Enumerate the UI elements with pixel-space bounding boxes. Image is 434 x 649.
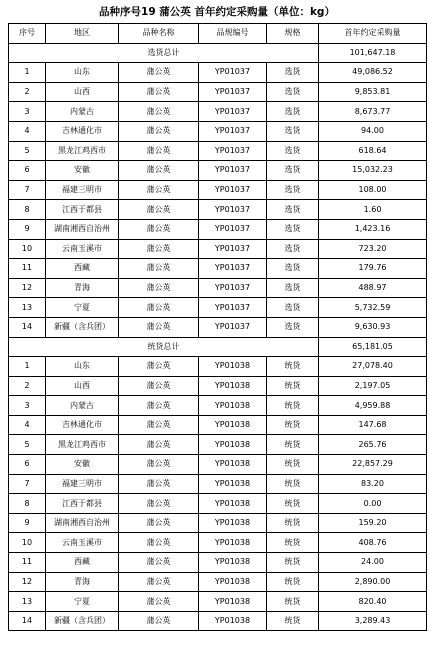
section-total-value: 65,181.05 (319, 337, 427, 357)
row-spec-code: YP01038 (199, 435, 267, 455)
row-number: 4 (9, 121, 46, 141)
row-grade: 选货 (267, 102, 319, 122)
row-region: 新疆（含兵团） (46, 317, 119, 337)
header-no: 序号 (9, 24, 46, 44)
row-variety-name: 蒲公英 (119, 357, 199, 377)
row-number: 10 (9, 239, 46, 259)
row-region: 内蒙古 (46, 102, 119, 122)
table-row (9, 317, 427, 337)
table-row (9, 553, 427, 573)
row-number: 2 (9, 376, 46, 396)
row-quantity: 3,289.43 (319, 611, 427, 631)
row-grade: 选货 (267, 239, 319, 259)
row-region: 黑龙江鸡西市 (46, 435, 119, 455)
row-region: 云南玉溪市 (46, 533, 119, 553)
row-spec-code: YP01037 (199, 82, 267, 102)
row-region: 山西 (46, 82, 119, 102)
table-row (9, 494, 427, 514)
table-row (9, 200, 427, 220)
row-variety-name: 蒲公英 (119, 278, 199, 298)
table-row (9, 63, 427, 83)
row-number: 12 (9, 572, 46, 592)
header-code: 品规编号 (199, 24, 267, 44)
row-variety-name: 蒲公英 (119, 180, 199, 200)
row-number: 5 (9, 435, 46, 455)
row-quantity: 2,890.00 (319, 572, 427, 592)
table-row (9, 219, 427, 239)
row-spec-code: YP01037 (199, 63, 267, 83)
row-spec-code: YP01038 (199, 455, 267, 475)
row-quantity: 820.40 (319, 592, 427, 612)
row-number: 13 (9, 298, 46, 318)
row-number: 8 (9, 200, 46, 220)
row-region: 宁夏 (46, 298, 119, 318)
row-variety-name: 蒲公英 (119, 513, 199, 533)
row-grade: 选货 (267, 161, 319, 181)
table-row (9, 82, 427, 102)
row-number: 1 (9, 357, 46, 377)
table-row (9, 102, 427, 122)
procurement-table (8, 23, 427, 631)
row-quantity: 488.97 (319, 278, 427, 298)
row-grade: 选货 (267, 141, 319, 161)
row-variety-name: 蒲公英 (119, 317, 199, 337)
row-region: 吉林通化市 (46, 121, 119, 141)
row-grade: 统货 (267, 415, 319, 435)
row-spec-code: YP01038 (199, 474, 267, 494)
table-row (9, 259, 427, 279)
table-row (9, 298, 427, 318)
row-variety-name: 蒲公英 (119, 200, 199, 220)
row-number: 6 (9, 161, 46, 181)
row-spec-code: YP01037 (199, 278, 267, 298)
row-region: 吉林通化市 (46, 415, 119, 435)
row-variety-name: 蒲公英 (119, 494, 199, 514)
row-grade: 选货 (267, 259, 319, 279)
row-variety-name: 蒲公英 (119, 455, 199, 475)
row-spec-code: YP01037 (199, 298, 267, 318)
row-spec-code: YP01038 (199, 494, 267, 514)
row-number: 2 (9, 82, 46, 102)
row-spec-code: YP01038 (199, 592, 267, 612)
row-variety-name: 蒲公英 (119, 298, 199, 318)
row-variety-name: 蒲公英 (119, 533, 199, 553)
row-spec-code: YP01037 (199, 200, 267, 220)
row-quantity: 0.00 (319, 494, 427, 514)
row-quantity: 147.68 (319, 415, 427, 435)
row-spec-code: YP01038 (199, 376, 267, 396)
row-region: 山东 (46, 357, 119, 377)
row-number: 7 (9, 474, 46, 494)
row-quantity: 159.20 (319, 513, 427, 533)
row-spec-code: YP01037 (199, 102, 267, 122)
row-region: 江西于都县 (46, 200, 119, 220)
row-region: 青海 (46, 278, 119, 298)
row-quantity: 618.64 (319, 141, 427, 161)
table-row (9, 357, 427, 377)
row-number: 8 (9, 494, 46, 514)
header-row (9, 24, 427, 44)
row-grade: 选货 (267, 317, 319, 337)
row-quantity: 8,673.77 (319, 102, 427, 122)
row-quantity: 49,086.52 (319, 63, 427, 83)
row-spec-code: YP01038 (199, 357, 267, 377)
row-variety-name: 蒲公英 (119, 161, 199, 181)
header-name: 品种名称 (119, 24, 199, 44)
row-spec-code: YP01037 (199, 239, 267, 259)
row-spec-code: YP01038 (199, 553, 267, 573)
row-number: 9 (9, 219, 46, 239)
row-quantity: 1,423.16 (319, 219, 427, 239)
table-row (9, 141, 427, 161)
row-spec-code: YP01037 (199, 121, 267, 141)
row-grade: 选货 (267, 219, 319, 239)
row-quantity: 4,959.88 (319, 396, 427, 416)
row-quantity: 2,197.05 (319, 376, 427, 396)
row-quantity: 5,732.59 (319, 298, 427, 318)
row-quantity: 723.20 (319, 239, 427, 259)
row-grade: 统货 (267, 494, 319, 514)
row-grade: 统货 (267, 357, 319, 377)
row-quantity: 22,857.29 (319, 455, 427, 475)
row-number: 13 (9, 592, 46, 612)
row-region: 福建三明市 (46, 474, 119, 494)
table-row (9, 572, 427, 592)
row-variety-name: 蒲公英 (119, 474, 199, 494)
row-quantity: 15,032.23 (319, 161, 427, 181)
row-quantity: 108.00 (319, 180, 427, 200)
table-row (9, 611, 427, 631)
table-row (9, 180, 427, 200)
table-row (9, 415, 427, 435)
row-region: 内蒙古 (46, 396, 119, 416)
row-number: 5 (9, 141, 46, 161)
row-grade: 选货 (267, 63, 319, 83)
row-quantity: 94.00 (319, 121, 427, 141)
table-row (9, 396, 427, 416)
row-number: 10 (9, 533, 46, 553)
row-region: 山东 (46, 63, 119, 83)
row-quantity: 27,078.40 (319, 357, 427, 377)
row-grade: 统货 (267, 455, 319, 475)
table-row (9, 592, 427, 612)
row-spec-code: YP01037 (199, 317, 267, 337)
table-body (9, 43, 427, 631)
row-variety-name: 蒲公英 (119, 435, 199, 455)
row-variety-name: 蒲公英 (119, 63, 199, 83)
row-region: 安徽 (46, 161, 119, 181)
row-region: 青海 (46, 572, 119, 592)
row-variety-name: 蒲公英 (119, 239, 199, 259)
section-total-label: 统货总计 (9, 337, 319, 357)
row-region: 安徽 (46, 455, 119, 475)
header-region: 地区 (46, 24, 119, 44)
row-number: 3 (9, 102, 46, 122)
row-number: 1 (9, 63, 46, 83)
row-quantity: 1.60 (319, 200, 427, 220)
row-grade: 选货 (267, 298, 319, 318)
row-spec-code: YP01038 (199, 611, 267, 631)
header-spec: 规格 (267, 24, 319, 44)
row-variety-name: 蒲公英 (119, 611, 199, 631)
row-variety-name: 蒲公英 (119, 141, 199, 161)
row-number: 3 (9, 396, 46, 416)
row-spec-code: YP01037 (199, 259, 267, 279)
row-number: 14 (9, 317, 46, 337)
section-total-value: 101,647.18 (319, 43, 427, 63)
row-spec-code: YP01038 (199, 513, 267, 533)
row-grade: 选货 (267, 278, 319, 298)
row-region: 湖南湘西自治州 (46, 219, 119, 239)
row-number: 6 (9, 455, 46, 475)
row-variety-name: 蒲公英 (119, 415, 199, 435)
row-number: 14 (9, 611, 46, 631)
table-row (9, 121, 427, 141)
table-row (9, 474, 427, 494)
row-spec-code: YP01038 (199, 533, 267, 553)
row-spec-code: YP01038 (199, 572, 267, 592)
row-variety-name: 蒲公英 (119, 553, 199, 573)
row-variety-name: 蒲公英 (119, 121, 199, 141)
row-region: 江西于都县 (46, 494, 119, 514)
row-region: 新疆（含兵团） (46, 611, 119, 631)
row-grade: 选货 (267, 200, 319, 220)
row-number: 11 (9, 259, 46, 279)
section-total-row (9, 337, 427, 357)
row-quantity: 9,630.93 (319, 317, 427, 337)
section-total-row (9, 43, 427, 63)
table-title: 品种序号19 蒲公英 首年约定采购量（单位：kg） (99, 6, 335, 18)
row-grade: 统货 (267, 376, 319, 396)
row-region: 云南玉溪市 (46, 239, 119, 259)
row-quantity: 265.76 (319, 435, 427, 455)
row-variety-name: 蒲公英 (119, 219, 199, 239)
row-grade: 统货 (267, 592, 319, 612)
row-quantity: 179.76 (319, 259, 427, 279)
table-row (9, 533, 427, 553)
row-quantity: 24.00 (319, 553, 427, 573)
row-region: 湖南湘西自治州 (46, 513, 119, 533)
row-number: 9 (9, 513, 46, 533)
row-number: 4 (9, 415, 46, 435)
row-number: 12 (9, 278, 46, 298)
table-row (9, 376, 427, 396)
row-grade: 统货 (267, 513, 319, 533)
row-region: 宁夏 (46, 592, 119, 612)
row-variety-name: 蒲公英 (119, 259, 199, 279)
row-variety-name: 蒲公英 (119, 102, 199, 122)
row-grade: 选货 (267, 121, 319, 141)
row-variety-name: 蒲公英 (119, 82, 199, 102)
table-row (9, 278, 427, 298)
row-grade: 统货 (267, 396, 319, 416)
row-grade: 统货 (267, 572, 319, 592)
row-variety-name: 蒲公英 (119, 376, 199, 396)
row-quantity: 408.76 (319, 533, 427, 553)
row-quantity: 9,853.81 (319, 82, 427, 102)
section-total-label: 选货总计 (9, 43, 319, 63)
row-grade: 统货 (267, 611, 319, 631)
row-spec-code: YP01037 (199, 180, 267, 200)
row-quantity: 83.20 (319, 474, 427, 494)
row-variety-name: 蒲公英 (119, 396, 199, 416)
row-spec-code: YP01038 (199, 415, 267, 435)
row-variety-name: 蒲公英 (119, 592, 199, 612)
row-region: 山西 (46, 376, 119, 396)
row-region: 西藏 (46, 259, 119, 279)
row-region: 福建三明市 (46, 180, 119, 200)
row-grade: 选货 (267, 180, 319, 200)
row-variety-name: 蒲公英 (119, 572, 199, 592)
table-row (9, 161, 427, 181)
row-grade: 统货 (267, 533, 319, 553)
table-row (9, 513, 427, 533)
row-spec-code: YP01037 (199, 141, 267, 161)
row-spec-code: YP01037 (199, 219, 267, 239)
row-spec-code: YP01038 (199, 396, 267, 416)
row-grade: 统货 (267, 435, 319, 455)
row-grade: 统货 (267, 474, 319, 494)
table-row (9, 435, 427, 455)
table-row (9, 455, 427, 475)
table-row (9, 239, 427, 259)
row-region: 西藏 (46, 553, 119, 573)
row-number: 11 (9, 553, 46, 573)
header-qty: 首年约定采购量 (319, 24, 427, 44)
row-grade: 统货 (267, 553, 319, 573)
row-number: 7 (9, 180, 46, 200)
row-region: 黑龙江鸡西市 (46, 141, 119, 161)
row-spec-code: YP01037 (199, 161, 267, 181)
row-grade: 选货 (267, 82, 319, 102)
